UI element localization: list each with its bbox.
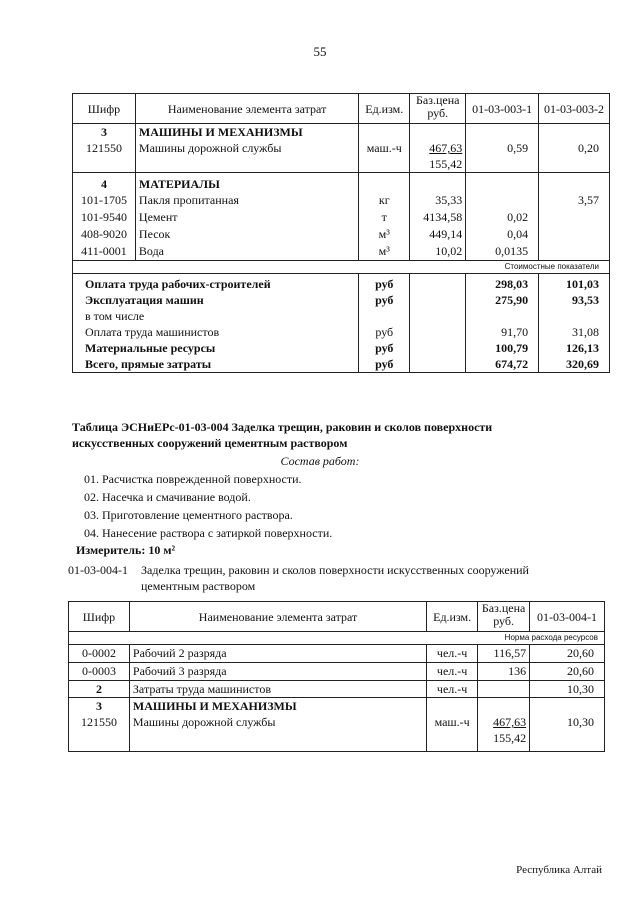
resource-price — [478, 698, 530, 752]
cost-unit: руб — [375, 357, 394, 371]
cost-value — [542, 308, 599, 324]
base-price-label: Баз.цена — [481, 601, 526, 615]
section-name — [135, 124, 358, 173]
list-item: 04. Нанесение раствора с затиркой поверхности. — [84, 526, 333, 540]
cost-values-2 — [539, 274, 610, 373]
section-title: МАШИНЫ И МЕХАНИЗМЫ — [138, 125, 303, 139]
material-unit: м³ — [378, 227, 390, 241]
value-col-2: 0,20 — [539, 124, 610, 173]
cost-indicators-header: Стоимостные показатели — [73, 261, 610, 274]
resource-name: Машины дорожной службы — [132, 715, 276, 729]
material-name: Цемент — [138, 210, 178, 224]
material-name: Пакля пропитанная — [138, 193, 239, 207]
col-header-name: Наименование элемента затрат — [135, 94, 358, 124]
list-item: 03. Приготовление цементного раствора. — [84, 508, 293, 522]
col-header-code: Шифр — [69, 602, 130, 632]
price-value-2: 155,42 — [493, 731, 527, 745]
materials-units — [359, 173, 410, 261]
resource-name: Рабочий 3 разряда — [129, 663, 426, 681]
material-code: 411-0001 — [81, 244, 127, 258]
base-price-label: Баз.цена — [416, 93, 460, 107]
cost-value: 93,53 — [572, 293, 599, 307]
resource-name: Затраты труда машинистов — [129, 681, 426, 698]
machines-section-row — [73, 124, 610, 173]
materials-names — [135, 173, 358, 261]
costs-block — [73, 274, 610, 373]
materials-codes — [73, 173, 136, 261]
item-code: 01-03-004-1 — [68, 563, 128, 577]
section-names — [129, 698, 426, 752]
cost-value: 91,70 — [501, 325, 529, 339]
material-price: 10,02 — [435, 244, 463, 258]
cost-unit: руб — [375, 325, 394, 339]
cost-name: Всего, прямые затраты — [85, 357, 212, 371]
material-value — [542, 226, 599, 243]
cost-name: Материальные ресурсы — [85, 341, 216, 355]
material-price: 35,33 — [435, 193, 463, 207]
col-header-name: Наименование элемента затрат — [129, 602, 426, 632]
list-item: 02. Насечка и смачивание водой. — [84, 490, 251, 504]
price-value: 467,63 — [493, 715, 527, 729]
resource-value: 20,60 — [530, 645, 605, 663]
norm-header: Норма расхода ресурсов — [69, 632, 605, 645]
resource-unit: чел.-ч — [427, 681, 478, 698]
section-number — [73, 124, 136, 173]
cost-units — [359, 274, 410, 373]
material-value — [469, 192, 528, 209]
material-unit: кг — [378, 193, 390, 207]
resource-unit: чел.-ч — [427, 645, 478, 663]
cost-name: Эксплуатация машин — [85, 293, 204, 307]
item-description-line-2: цементным раствором — [141, 579, 256, 593]
item-description-line-1: Заделка трещин, раковин и сколов поверхности искусственных сооружений — [141, 563, 529, 577]
resource-price — [478, 681, 530, 698]
work-list — [84, 472, 604, 552]
section-num: 3 — [100, 125, 107, 139]
machines-section-row — [69, 698, 605, 752]
col-header-base-price — [478, 602, 530, 632]
resource-name: Машины дорожной службы — [138, 141, 282, 155]
section-title: МАТЕРИАЛЫ — [138, 177, 220, 191]
table-title-line-1: Таблица ЭСНиЕРс-01-03-004 Заделка трещин, раковин и сколов поверхности — [72, 420, 493, 434]
col-header-base-price — [410, 94, 466, 124]
page-number: 55 — [313, 44, 327, 59]
cost-value: 126,13 — [566, 341, 599, 355]
base-price-unit: руб. — [493, 614, 514, 628]
resource-table-2 — [68, 601, 605, 752]
cost-value: 298,03 — [495, 277, 529, 291]
col-header-unit: Ед.изм. — [427, 602, 478, 632]
cost-empty — [410, 274, 466, 373]
resource-table-1 — [72, 93, 610, 373]
cost-unit: руб — [375, 277, 394, 291]
section-num: 3 — [95, 699, 102, 713]
cost-names — [73, 274, 359, 373]
list-item: 01. Расчистка поврежденной поверхности. — [84, 472, 302, 486]
resource-unit: маш.-ч — [359, 124, 410, 173]
col-header-code-1: 01-03-003-1 — [466, 94, 539, 124]
cost-name: в том числе — [85, 309, 145, 323]
footer-region: Республика Алтай — [516, 864, 602, 876]
table-header-row — [69, 602, 605, 632]
cost-value: 31,08 — [572, 325, 599, 339]
table-row — [69, 663, 605, 681]
cost-name: Оплата труда машинистов — [85, 325, 220, 339]
material-unit: м³ — [378, 244, 390, 258]
materials-prices — [410, 173, 466, 261]
materials-section-row — [73, 173, 610, 261]
resource-unit: маш.-ч — [427, 698, 478, 752]
table-row — [69, 681, 605, 698]
table-header-row — [73, 94, 610, 124]
value-col-1: 0,59 — [466, 124, 539, 173]
resource-code: 0-0003 — [69, 663, 130, 681]
resource-value: 10,30 — [530, 681, 605, 698]
resource-price: 136 — [478, 663, 530, 681]
material-value: 3,57 — [578, 193, 599, 207]
cost-values-1 — [466, 274, 539, 373]
cost-value — [469, 308, 528, 324]
cost-unit — [362, 308, 406, 324]
meter-label: Измеритель: 10 м² — [76, 543, 176, 557]
cost-value: 101,03 — [566, 277, 599, 291]
material-name: Песок — [138, 227, 171, 241]
material-value: 0,0135 — [495, 244, 529, 258]
col-header-code-1: 01-03-004-1 — [530, 602, 605, 632]
material-value — [542, 209, 599, 226]
section-title: МАШИНЫ И МЕХАНИЗМЫ — [132, 699, 297, 713]
resource-code: 121550 — [80, 715, 117, 729]
material-price: 449,14 — [429, 227, 463, 241]
table-title-line-2: искусственных сооружений цементным раствором — [72, 436, 348, 450]
price-value-2: 155,42 — [429, 157, 463, 171]
col-header-code: Шифр — [73, 94, 136, 124]
material-unit: т — [381, 210, 387, 224]
materials-values-1 — [466, 173, 539, 261]
material-code: 408-9020 — [80, 227, 127, 241]
material-price: 4134,58 — [423, 210, 463, 224]
section-num: 4 — [100, 177, 107, 191]
resource-name: Рабочий 2 разряда — [129, 645, 426, 663]
material-code: 101-1705 — [80, 193, 127, 207]
cost-header-row — [73, 261, 610, 274]
resource-value: 10,30 — [530, 698, 605, 752]
cost-value: 674,72 — [495, 357, 529, 371]
resource-price: 116,57 — [478, 645, 530, 663]
col-header-unit: Ед.изм. — [359, 94, 410, 124]
material-value — [542, 243, 599, 260]
work-composition-title: Состав работ: — [280, 454, 360, 468]
material-value: 0,02 — [507, 210, 529, 224]
cost-unit: руб — [375, 341, 394, 355]
resource-price — [410, 124, 466, 173]
norm-header-row — [69, 632, 605, 645]
cost-value: 100,79 — [495, 341, 529, 355]
materials-values-2 — [539, 173, 610, 261]
cost-name: Оплата труда рабочих-строителей — [85, 277, 271, 291]
price-value: 467,63 — [429, 141, 463, 155]
material-value: 0,04 — [507, 227, 529, 241]
resource-value: 20,60 — [530, 663, 605, 681]
col-header-code-2: 01-03-003-2 — [539, 94, 610, 124]
section-number: 2 — [69, 681, 130, 698]
base-price-unit: руб. — [427, 106, 449, 120]
table-row — [69, 645, 605, 663]
material-code: 101-9540 — [80, 210, 127, 224]
cost-value: 275,90 — [495, 293, 529, 307]
resource-code: 0-0002 — [69, 645, 130, 663]
resource-code: 121550 — [85, 141, 122, 155]
resource-unit: чел.-ч — [427, 663, 478, 681]
section-codes — [69, 698, 130, 752]
cost-value: 320,69 — [566, 357, 599, 371]
cost-unit: руб — [375, 293, 394, 307]
material-name: Вода — [138, 244, 164, 258]
